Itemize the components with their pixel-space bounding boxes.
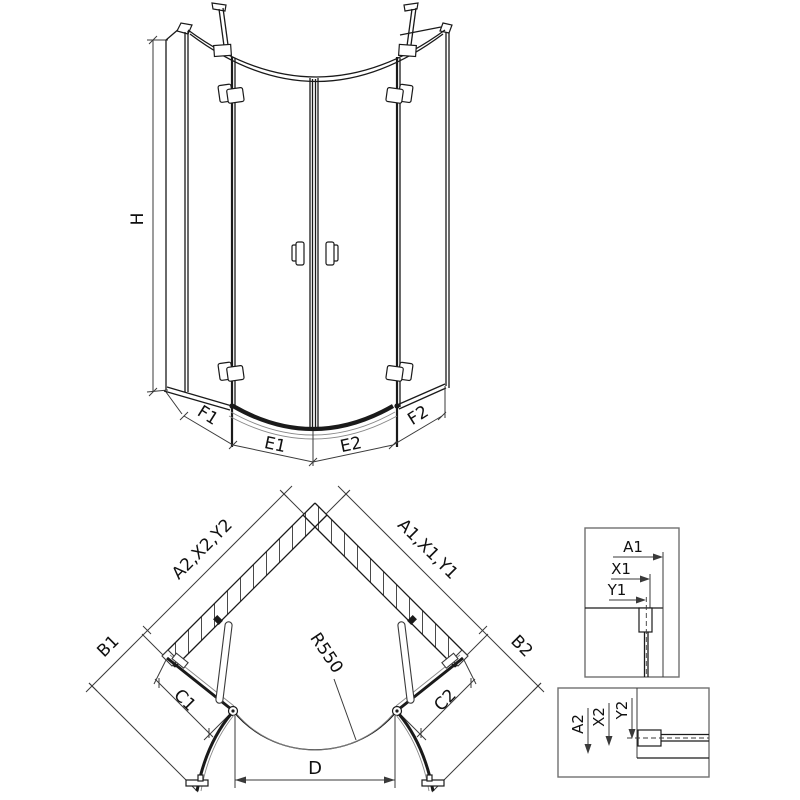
right-door-handle	[326, 242, 338, 265]
label-a1: A1	[623, 538, 643, 556]
label-a2: A2	[569, 714, 587, 734]
left-wall-hatch	[163, 503, 327, 667]
label-f2: F2	[404, 401, 433, 430]
front-curve	[233, 711, 397, 750]
left-strut-clamp	[214, 44, 232, 56]
left-door-handle	[292, 242, 304, 265]
label-y1: Y1	[607, 581, 627, 599]
right-door-handle-plan	[422, 780, 444, 786]
elevation-view	[128, 3, 452, 466]
detail-view-bottom	[558, 688, 709, 777]
label-x2: X2	[590, 707, 608, 727]
door-frame-stiles	[229, 57, 400, 447]
left-door-open	[186, 714, 234, 791]
left-side-panel	[166, 23, 192, 392]
glass-clamp-profile-2	[638, 730, 661, 746]
right-door-upper-hinge	[386, 82, 413, 104]
label-y2: Y2	[613, 700, 631, 720]
left-door-lower-hinge	[218, 360, 244, 382]
right-door-open	[396, 714, 444, 791]
label-x1: X1	[611, 560, 631, 578]
right-support-strut	[399, 3, 418, 57]
right-strut-clamp	[399, 44, 417, 56]
detail-bottom-dimensions	[569, 698, 636, 754]
label-b1: B1	[93, 631, 124, 662]
detail-top-dimensions	[607, 538, 663, 604]
left-dimension-line	[86, 486, 292, 692]
label-c2: C2	[430, 685, 461, 716]
label-d: D	[308, 758, 322, 779]
left-brace	[213, 615, 232, 704]
label-e1: E1	[262, 433, 288, 458]
left-door-handle-plan	[186, 780, 208, 786]
label-b2: B2	[506, 631, 537, 662]
plan-view	[86, 486, 544, 792]
left-wall-inner-edge	[175, 515, 327, 667]
label-left-wall: A2,X2,Y2	[168, 515, 237, 584]
label-c1: C1	[169, 685, 200, 716]
glass-clamp-profile	[639, 608, 652, 632]
label-f1: F1	[193, 401, 222, 430]
door-opening-dimension	[235, 716, 395, 788]
label-radius: R550	[305, 629, 347, 678]
detail-view-top	[585, 528, 679, 677]
fixed-panel-dimensions	[154, 660, 476, 740]
right-side-panel	[400, 23, 452, 388]
right-corner-cap	[440, 23, 452, 33]
right-brace	[398, 615, 417, 704]
right-door-lower-hinge	[386, 360, 413, 382]
label-e2: E2	[338, 433, 364, 458]
radius-callout	[305, 629, 356, 740]
label-height: H	[128, 212, 148, 226]
left-support-strut	[212, 3, 231, 57]
bottom-dimensions	[166, 386, 446, 466]
label-right-wall: A1,X1,Y1	[393, 515, 462, 584]
right-dimension-line	[338, 486, 544, 692]
left-door-upper-hinge	[218, 82, 244, 104]
height-dimension	[128, 36, 168, 396]
